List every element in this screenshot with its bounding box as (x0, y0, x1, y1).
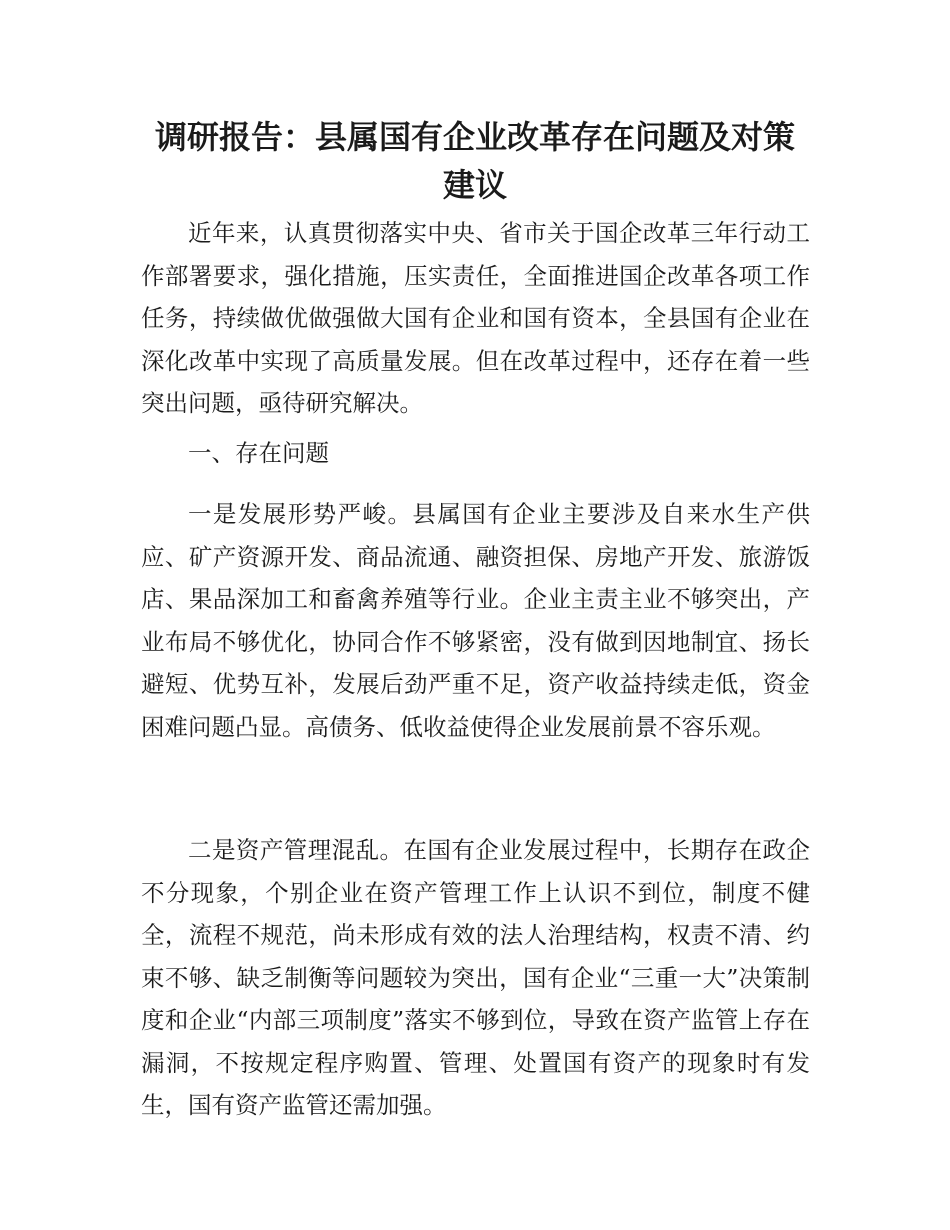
document-title: 调研报告：县属国有企业改革存在问题及对策建议 (154, 118, 795, 204)
point-two-paragraph: 二是资产管理混乱。在国有企业发展过程中，长期存在政企不分现象，个别企业在资产管理工作上认识不到位，制度不健全，流程不规范，尚未形成有效的法人治理结构，权责不清、约束不够、缺乏制衡等问题较为突出，国有企业“三重一大”决策制度和企业“内部三项制度”落实不够到位，导致在资产监管上存在漏洞，不按规定程序购置、管理、处置国有资产的现象时有发生，国有资产监管还需加强。 (141, 836, 810, 1119)
intro-paragraph: 近年来，认真贯彻落实中央、省市关于国企改革三年行动工作部署要求，强化措施，压实责任，全面推进国企改革各项工作任务，持续做优做强做大国有企业和国有资本，全县国有企业在深化改革中实现了高质量发展。但在改革过程中，还存在着一些突出问题，亟待研究解决。 (141, 219, 810, 417)
point-one-paragraph: 一是发展形势严峻。县属国有企业主要涉及自来水生产供应、矿产资源开发、商品流通、融资担保、房地产开发、旅游饭店、果品深加工和畜禽养殖等行业。企业主责主业不够突出，产业布局不够优化，协同合作不够紧密，没有做到因地制宜、扬长避短、优势互补，发展后劲严重不足，资产收益持续走低，资金困难问题凸显。高债务、低收益使得企业发展前景不容乐观。 (141, 500, 810, 741)
section-heading: 一、存在问题 (188, 439, 329, 467)
